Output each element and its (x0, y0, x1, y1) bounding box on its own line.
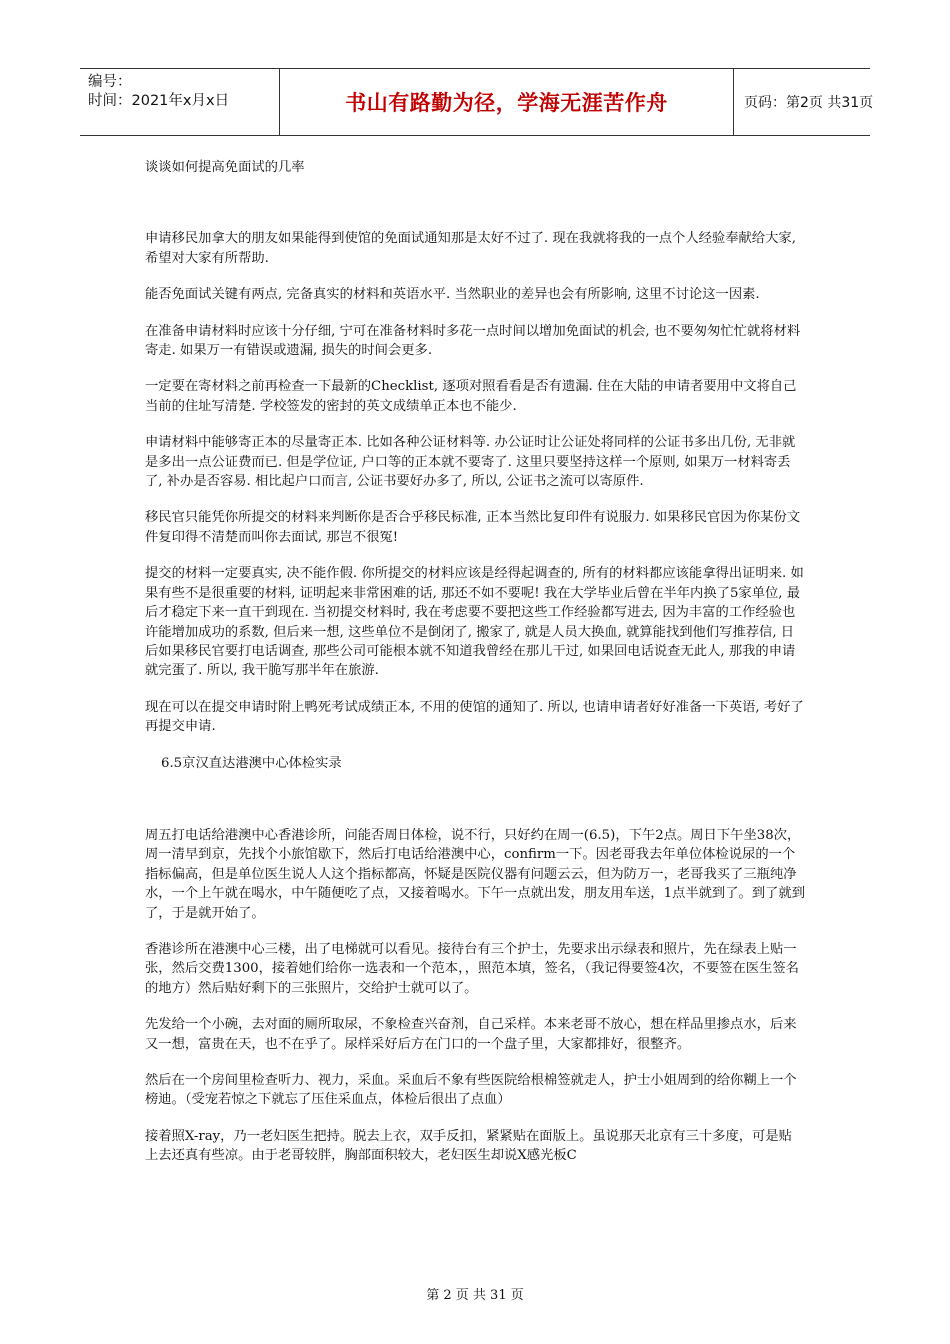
body-paragraph: 申请移民加拿大的朋友如果能得到使馆的免面试通知那是太好不过了. 现在我就将我的一点个人经验奉献给大家, 希望对大家有所帮助. (145, 231, 796, 266)
header-motto: 书山有路勤为径，学海无涯苦作舟 (345, 91, 668, 115)
document-date-label: 时间：2021年x月x日 (88, 93, 230, 109)
body-paragraph: 申请材料中能够寄正本的尽量寄正本. 比如各种公证材料等. 办公证时让公证处将同样的公证书多出几份, 无非就是多出一点公证费而已. 但是学位证, 户口等的正本就不要寄了. 这里只要坚持这样一个原则, 如果万一材料寄丢了, 补办是否容易. 相比起户口而言, 公证书要好办多了, 所以, 公证书之流可以寄原件. (145, 435, 796, 490)
body-paragraph: 周五打电话给港澳中心香港诊所，问能否周日体检，说不行，只好约在周一(6.5)，下午2点。周日下午坐38次，周一清早到京，先找个小旅馆歇下，然后打电话给港澳中心，confirm一下。因老哥我去年单位体检说尿的一个指标偏高，但是单位医生说人人这个指标都高，怀疑是医院仪器有问题云云，但为防万一，老哥我买了三瓶纯净水，一个上午就在喝水，中午随便吃了点，又接着喝水。下午一点就出发，朋友用车送，1点半就到了。到了就到了，于是就开始了。 (145, 827, 806, 921)
body-paragraph: 移民官只能凭你所提交的材料来判断你是否合乎移民标准, 正本当然比复印件有说服力. 如果移民官因为你某份文件复印得不清楚而叫你去面试, 那岂不很冤! (145, 510, 801, 545)
document-number-label: 编号： (88, 74, 132, 90)
page-header (80, 68, 874, 136)
header-page-number: 页码：第2页 共31页 (744, 95, 874, 111)
page-footer: 第 2 页 共 31 页 (426, 1288, 524, 1303)
header-page-cell (734, 69, 874, 135)
body-paragraph: 先发给一个小碗，去对面的厕所取尿，不象检查兴奋剂，自己采样。本来老哥不放心，想在样品里掺点水，后来又一想，富贵在天，也不在乎了。尿样采好后方在门口的一个盘子里，大家都排好，很整齐。 (145, 1017, 797, 1052)
body-paragraph: 接着照X-ray，乃一老妇医生把持。脱去上衣，双手反扣，紧紧贴在面版上。虽说那天北京有三十多度，可是贴上去还真有些凉。由于老哥较胖，胸部面积较大，老妇医生却说X感光板C (145, 1128, 792, 1164)
body-paragraph: 现在可以在提交申请时附上鸭死考试成绩正本, 不用的使馆的通知了. 所以, 也请申请者好好准备一下英语, 考好了再提交申请. (145, 699, 804, 735)
body-paragraph: 一定要在寄材料之前再检查一下最新的Checklist, 逐项对照看看是否有遗漏. 住在大陆的申请者要用中文将自己当前的住址写清楚. 学校签发的密封的英文成绩单正本也不能少. (145, 379, 797, 414)
header-info-cell (80, 69, 280, 135)
body-paragraph: 香港诊所在港澳中心三楼，出了电梯就可以看见。接待台有三个护士，先要求出示绿表和照片，先在绿表上贴一张，然后交费1300，接着她们给你一选表和一个范本，，照范本填，签名，（我记得要签4次，不要签在医生签名的地方）然后贴好剩下的三张照片，交给护士就可以了。 (145, 941, 799, 996)
body-paragraph: 能否免面试关键有两点, 完备真实的材料和英语水平. 当然职业的差异也会有所影响, 这里不讨论这一因素. (145, 287, 760, 303)
body-paragraph: 在准备申请材料时应该十分仔细, 宁可在准备材料时多花一点时间以增加免面试的机会, 也不要匆匆忙忙就将材料寄走. 如果万一有错误或遗漏, 损失的时间会更多. (145, 323, 801, 359)
body-paragraph: 然后在一个房间里检查听力、视力，采血。采血后不象有些医院给根棉签就走人，护士小姐周到的给你糊上一个榜迪。（受宠若惊之下就忘了压住采血点，体检后很出了点血） (145, 1073, 797, 1108)
body-paragraph: 提交的材料一定要真实, 决不能作假. 你所提交的材料应该是经得起调查的, 所有的材料都应该能拿得出证明来. 如果有些不是很重要的材料, 证明起来非常困难的话, 那还不如不要呢! 我在大学毕业后曾在半年内换了5家单位, 最后才稳定下来一直干到现在. 当初提交材料时, 我在考虑要不要把这些工作经验都写进去, 因为丰富的工作经验也许能增加成功的系数, 但后来一想, 这些单位不是倒闭了, 搬家了, 就是人员大换血, 就算能找到他们写推荐信, 日后如果移民官要打电话调查, 那些公司可能根本就不知道我曾经在那儿干过, 如果回电话说查无此人, 那我的申请就完蛋了. 所以, 我干脆写那半年在旅游. (145, 566, 804, 679)
header-motto-cell (280, 69, 734, 135)
section-subtitle: 6.5京汉直达港澳中心体检实录 (161, 755, 342, 771)
document-body (145, 146, 805, 1183)
article-title: 谈谈如何提高免面试的几率 (145, 160, 305, 175)
